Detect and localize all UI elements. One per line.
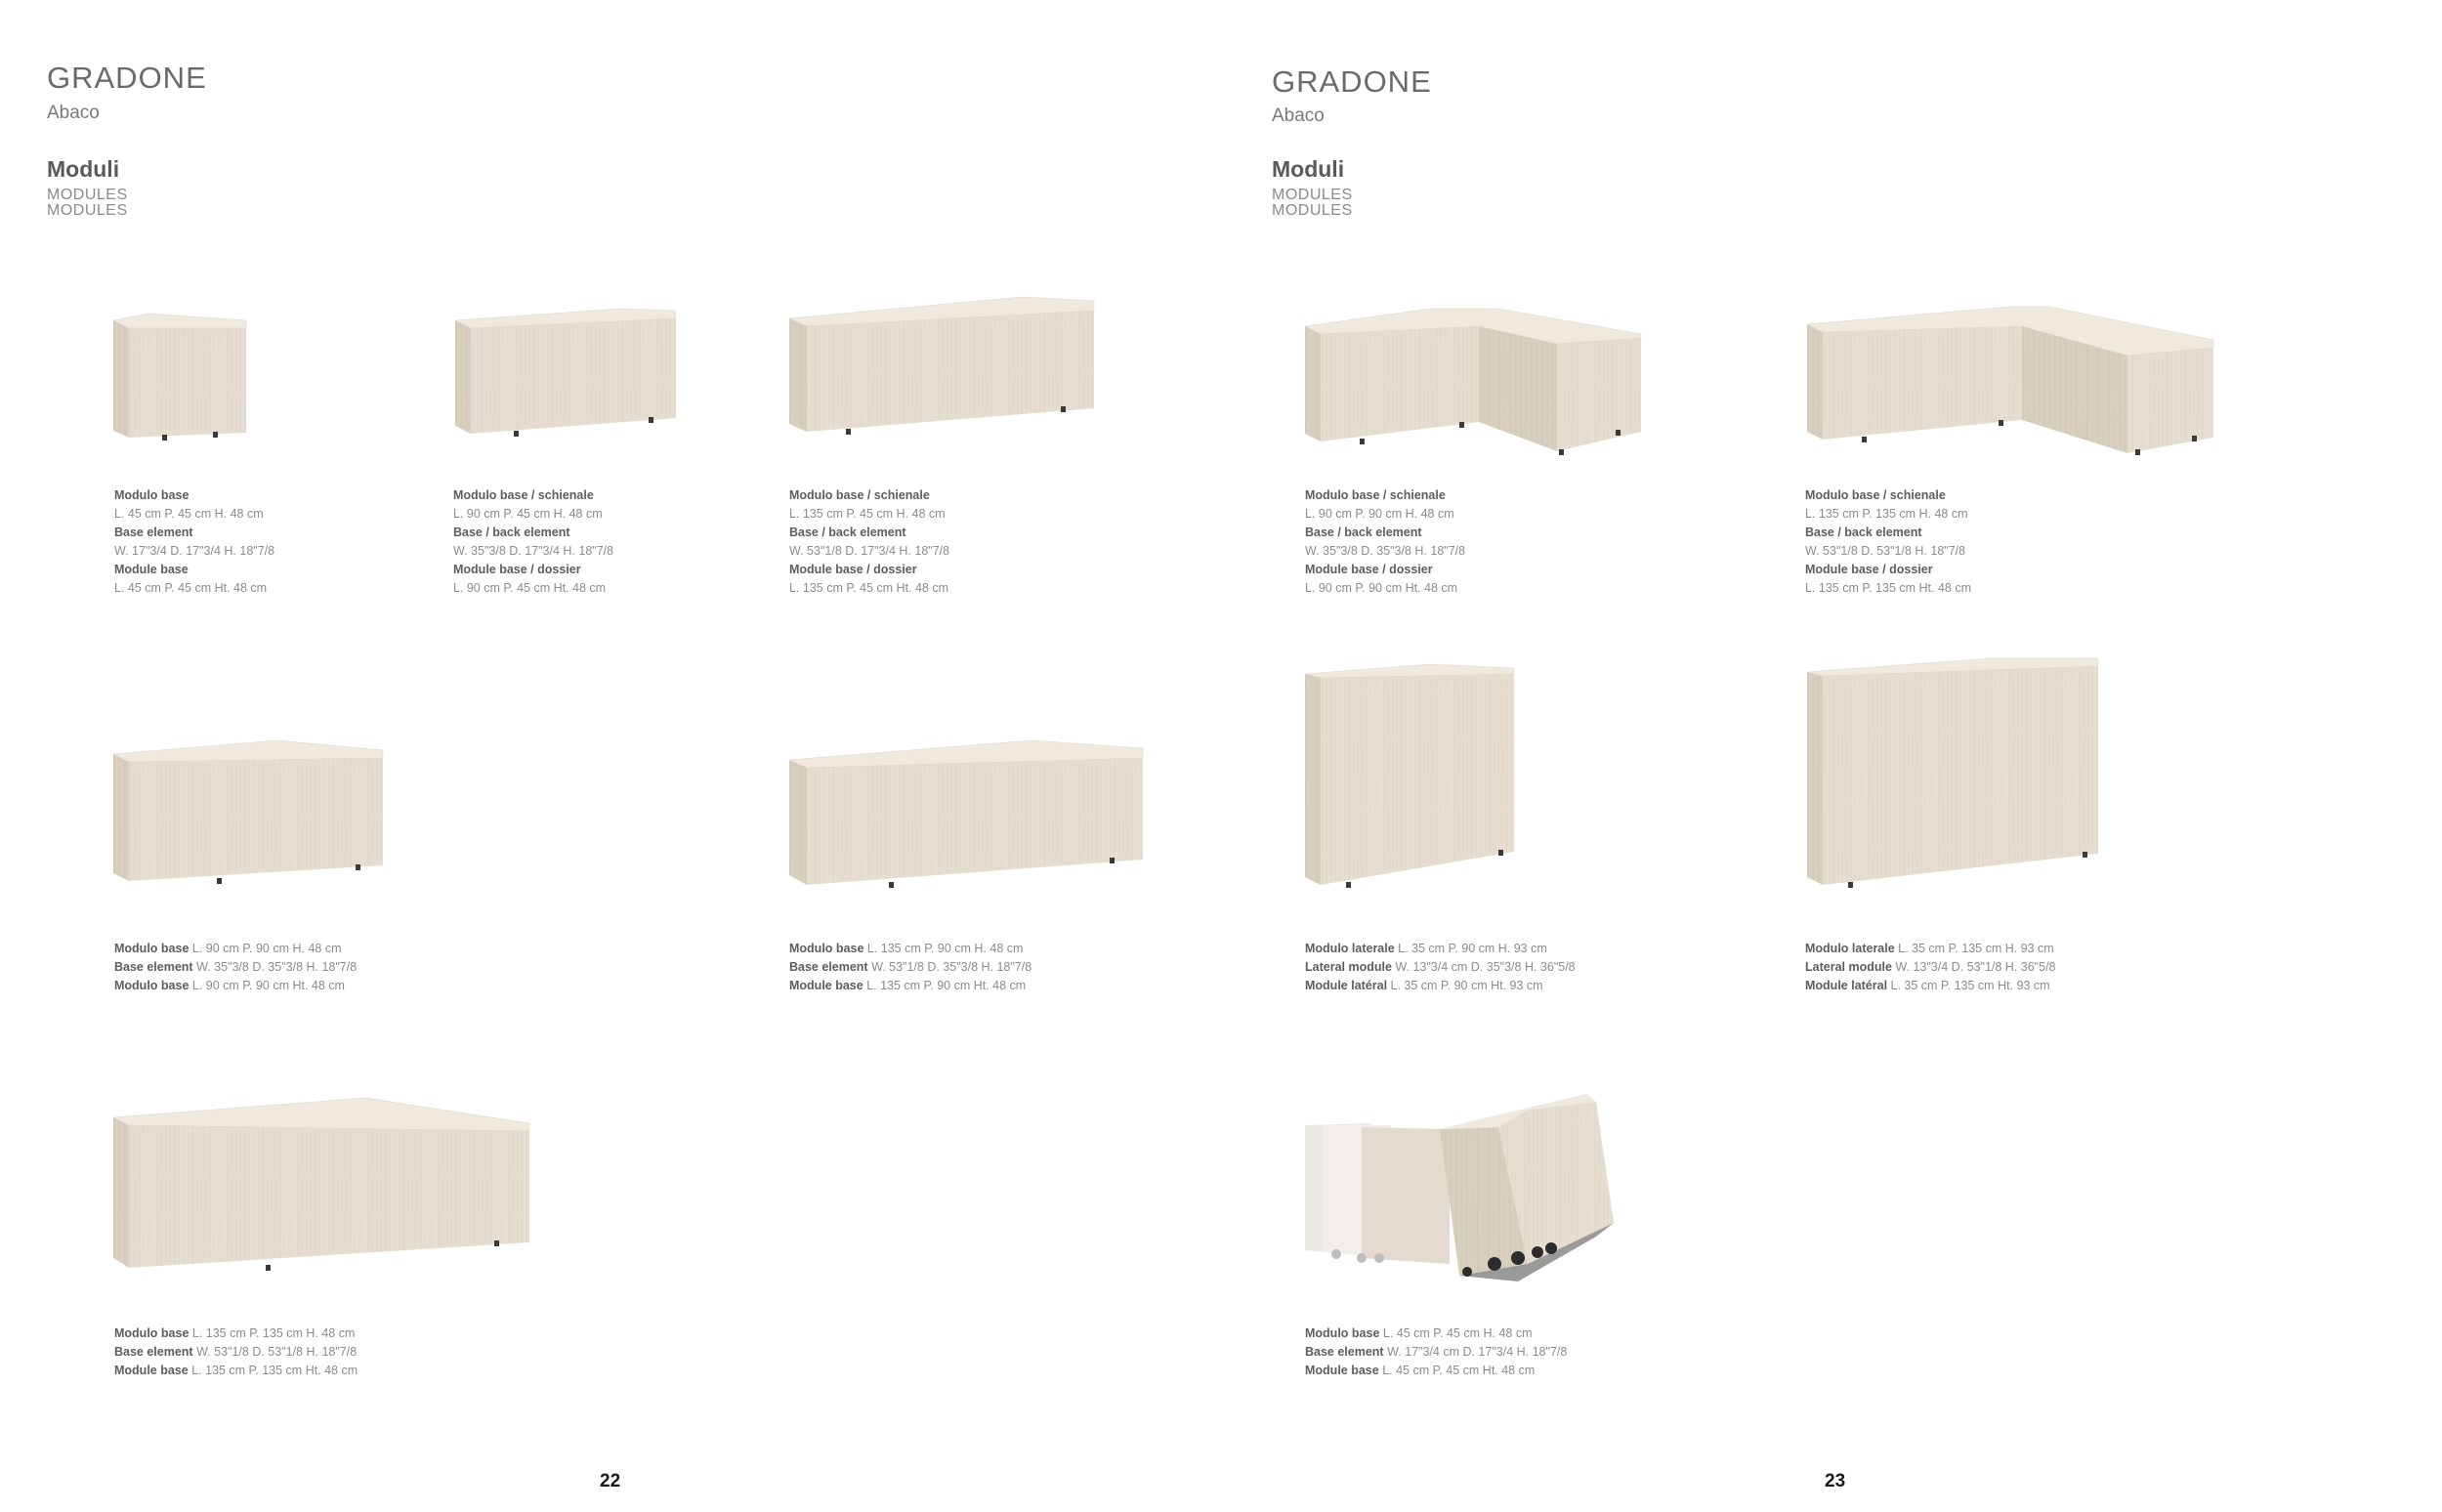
spec-value: L. 135 cm P. 90 cm H. 48 cm bbox=[863, 942, 1024, 955]
spec-label: Module base / dossier bbox=[1305, 563, 1433, 576]
product-spec-5 bbox=[789, 940, 1032, 995]
spec-label: Module base bbox=[1305, 1364, 1379, 1377]
collection-name: Abaco bbox=[1272, 105, 1325, 126]
spec-value: L. 35 cm P. 135 cm Ht. 93 cm bbox=[1887, 979, 2050, 992]
spec-label: Modulo base bbox=[114, 942, 189, 955]
section-subtitle-fr: MODULES bbox=[47, 202, 128, 219]
spec-value: L. 45 cm P. 45 cm H. 48 cm bbox=[114, 507, 264, 521]
spec-value: L. 45 cm P. 45 cm Ht. 48 cm bbox=[1378, 1364, 1536, 1377]
spec-value: W. 13"3/4 cm D. 35"3/8 H. 36"5/8 bbox=[1391, 960, 1576, 974]
spec-value: L. 135 cm P. 135 cm Ht. 48 cm bbox=[188, 1364, 358, 1377]
spec-value: L. 135 cm P. 45 cm H. 48 cm bbox=[789, 507, 946, 521]
spec-value: L. 45 cm P. 45 cm H. 48 cm bbox=[1379, 1326, 1533, 1340]
spec-value: L. 90 cm P. 45 cm H. 48 cm bbox=[453, 507, 603, 521]
spec-label: Base / back element bbox=[789, 525, 906, 539]
spec-value: W. 13"3/4 D. 53"1/8 H. 36"5/8 bbox=[1891, 960, 2056, 974]
product-spec-3 bbox=[789, 486, 949, 598]
product-spec-r5 bbox=[1305, 1324, 1567, 1380]
product-spec-r3 bbox=[1305, 940, 1576, 995]
spec-label: Lateral module bbox=[1305, 960, 1392, 974]
section-subtitle-en: MODULES bbox=[47, 187, 128, 203]
spec-value: L. 135 cm P. 135 cm H. 48 cm bbox=[189, 1326, 356, 1340]
spec-value: W. 35"3/8 D. 17"3/4 H. 18"7/8 bbox=[453, 544, 614, 558]
spec-value: L. 90 cm P. 90 cm Ht. 48 cm bbox=[189, 979, 345, 992]
spec-value: L. 90 cm P. 90 cm H. 48 cm bbox=[1305, 507, 1454, 521]
spec-value: W. 53"1/8 D. 35"3/8 H. 18"7/8 bbox=[867, 960, 1032, 974]
spec-value: L. 135 cm P. 135 cm H. 48 cm bbox=[1805, 507, 1968, 521]
spec-label: Module base / dossier bbox=[789, 563, 917, 576]
spec-label: Modulo laterale bbox=[1805, 942, 1895, 955]
spec-value: W. 35"3/8 D. 35"3/8 H. 18"7/8 bbox=[192, 960, 358, 974]
spec-label: Module base bbox=[789, 979, 863, 992]
right-page bbox=[1221, 0, 2442, 1512]
spec-label: Module latéral bbox=[1805, 979, 1888, 992]
spec-value: L. 90 cm P. 90 cm H. 48 cm bbox=[189, 942, 342, 955]
page-number: 23 bbox=[1825, 1471, 1846, 1491]
spec-label: Modulo base / schienale bbox=[789, 488, 930, 502]
spec-label: Module latéral bbox=[1305, 979, 1388, 992]
spec-label: Modulo base bbox=[789, 942, 864, 955]
section-subtitle-fr: MODULES bbox=[1272, 202, 1353, 219]
spec-label: Modulo base / schienale bbox=[1805, 488, 1946, 502]
spec-label: Modulo base bbox=[1305, 1326, 1380, 1340]
spec-label: Base element bbox=[114, 1345, 193, 1359]
spec-value: W. 53"1/8 D. 17"3/4 H. 18"7/8 bbox=[789, 544, 950, 558]
spec-label: Base / back element bbox=[1305, 525, 1422, 539]
spec-value: L. 35 cm P. 90 cm Ht. 93 cm bbox=[1387, 979, 1543, 992]
spec-label: Modulo base bbox=[114, 1326, 189, 1340]
spec-label: Base element bbox=[789, 960, 868, 974]
spec-label: Base element bbox=[114, 525, 193, 539]
spec-label: Base element bbox=[114, 960, 193, 974]
spec-value: W. 53"1/8 D. 53"1/8 H. 18"7/8 bbox=[192, 1345, 358, 1359]
spec-label: Module base / dossier bbox=[453, 563, 581, 576]
spec-label: Base element bbox=[1305, 1345, 1384, 1359]
spec-label: Modulo base / schienale bbox=[453, 488, 594, 502]
brand-title: GRADONE bbox=[47, 61, 207, 95]
spec-label: Module base / dossier bbox=[1805, 563, 1933, 576]
spec-value: L. 90 cm P. 45 cm Ht. 48 cm bbox=[453, 581, 607, 595]
spec-label: Module base bbox=[114, 1364, 189, 1377]
spec-label: Module base bbox=[114, 563, 189, 576]
spec-value: L. 135 cm P. 90 cm Ht. 48 cm bbox=[863, 979, 1027, 992]
spec-label: Base / back element bbox=[1805, 525, 1922, 539]
spec-value: L. 35 cm P. 90 cm H. 93 cm bbox=[1394, 942, 1547, 955]
page-number: 22 bbox=[600, 1471, 621, 1491]
product-spec-2 bbox=[453, 486, 613, 598]
product-spec-r2 bbox=[1805, 486, 1971, 598]
product-spec-1 bbox=[114, 486, 274, 598]
spec-value: L. 135 cm P. 45 cm Ht. 48 cm bbox=[789, 581, 949, 595]
product-spec-6 bbox=[114, 1324, 358, 1380]
product-spec-r1 bbox=[1305, 486, 1465, 598]
section-title: Moduli bbox=[47, 156, 120, 182]
product-spec-r4 bbox=[1805, 940, 2056, 995]
spec-value: W. 53"1/8 D. 53"1/8 H. 18"7/8 bbox=[1805, 544, 1966, 558]
spec-value: W. 35"3/8 D. 35"3/8 H. 18"7/8 bbox=[1305, 544, 1466, 558]
spec-label: Modulo base bbox=[114, 488, 189, 502]
collection-name: Abaco bbox=[47, 103, 100, 123]
product-spec-4 bbox=[114, 940, 357, 995]
spec-value: W. 17"3/4 cm D. 17"3/4 H. 18"7/8 bbox=[1383, 1345, 1568, 1359]
spec-value: W. 17"3/4 D. 17"3/4 H. 18"7/8 bbox=[114, 544, 275, 558]
spec-value: L. 35 cm P. 135 cm H. 93 cm bbox=[1894, 942, 2054, 955]
spec-label: Modulo base bbox=[114, 979, 189, 992]
spec-label: Modulo base / schienale bbox=[1305, 488, 1446, 502]
spec-value: L. 90 cm P. 90 cm Ht. 48 cm bbox=[1305, 581, 1458, 595]
section-title: Moduli bbox=[1272, 156, 1345, 182]
brand-title: GRADONE bbox=[1272, 64, 1432, 99]
spec-value: L. 45 cm P. 45 cm Ht. 48 cm bbox=[114, 581, 268, 595]
section-subtitle-en: MODULES bbox=[1272, 187, 1353, 203]
spec-value: L. 135 cm P. 135 cm Ht. 48 cm bbox=[1805, 581, 1971, 595]
spec-label: Lateral module bbox=[1805, 960, 1892, 974]
spec-label: Base / back element bbox=[453, 525, 570, 539]
spec-label: Modulo laterale bbox=[1305, 942, 1395, 955]
